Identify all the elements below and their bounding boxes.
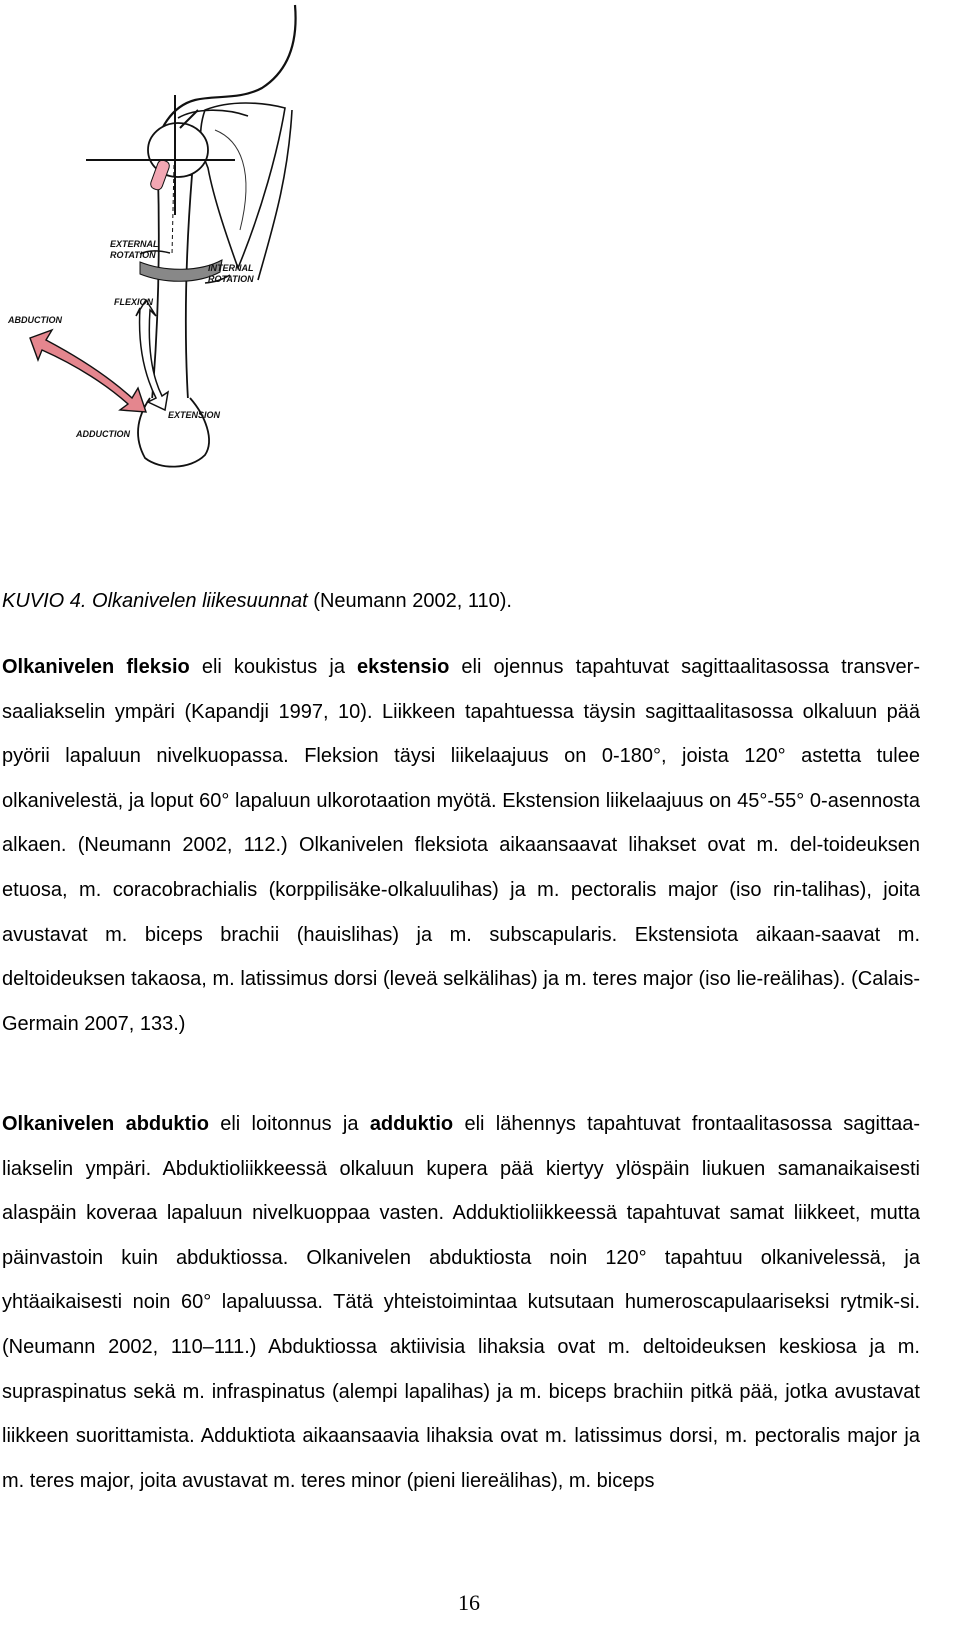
term-extension: ekstensio [357,656,450,678]
abduction-label: ABDUCTION [8,315,62,325]
shoulder-diagram [0,0,320,530]
abduction-adduction-arrow [30,330,146,412]
caption-source: (Neumann 2002, 110). [313,590,512,612]
flexion-label: FLEXION [114,297,154,307]
paragraph-abduction-adduction [2,1102,920,1503]
p1-text-b: eli ojennus tapahtuvat sagittaalitasossa transver-saaliakselin ympäri (Kapandji 1997, 10). Liikkeen tapahtuessa täysin sagittaalitasossa olkaluun pää pyörii lapaluun nivelkuopassa. Fleksion täysi liikelaajuus on 0-180°, joista 120° astetta tulee olkanivelestä, ja loput 60° lapaluun ulkorotaation myötä. Ekstension liikelaajuus on 45°-55° 0-asennosta alkaen. (Neumann 2002, 112.) Olkanivelen fleksiota aikaansaavat lihakset ovat m. del-toideuksen etuosa, m. coracobrachialis (korppilisäke-olkaluulihas) ja m. pectoralis major (iso rin-talihas), joita avustavat m. biceps brachii (hauislihas) ja m. subscapularis. Ekstensiota aikaan-saavat m. deltoideuksen takaosa, m. latissimus dorsi (leveä selkälihas) ja m. teres major (iso lie-reälihas). (Calais-Germain 2007, 133.) [2,656,921,1035]
paragraph-flexion-extension [2,645,920,1046]
p1-text-a: eli koukistus ja [189,656,358,678]
external-rotation-label-2: ROTATION [110,250,156,260]
scapula [201,103,285,268]
caption-label: KUVIO 4. [2,590,87,612]
term-adduction: adduktio [369,1113,454,1135]
external-rotation-label-1: EXTERNAL [110,239,159,249]
internal-rotation-label-1: INTERNAL [208,263,254,273]
extension-label: EXTENSION [168,410,221,420]
term-flexion-heading: Olkanivelen fleksio [2,656,190,678]
p2-text-a: eli loitonnus ja [208,1113,370,1135]
elbow [138,398,209,467]
caption-title: Olkanivelen liikesuunnat [92,590,308,612]
figure-caption [2,588,512,614]
p2-text-b: eli lähennys tapahtuvat frontaalitasossa sagittaa-liakselin ympäri. Abduktioliikkeessä olkaluun kupera pää kiertyy ylöspäin liukuen samanaikaisesti alaspäin koveraa lapaluun nivelkuoppaa vasten. Adduktioliikkeessä tapahtuvat samat liikkeet, mutta päinvastoin kuin abduktiossa. Olkanivelen abduktiosta noin 120° tapahtuu olkanivelessä, ja yhtäaikaisesti noin 60° lapaluussa. Tätä yhteistoimintaa kutsutaan humeroscapulaariseksi rytmik-si. (Neumann 2002, 110–111.) Abduktiossa aktiivisia lihaksia ovat m. deltoideuksen keskiosa ja m. supraspinatus sekä m. infraspinatus (alempi lapalihas) ja m. biceps brachiin pitkä pää, jotka avustavat liikkeen suorittamista. Adduktiota aikaansaavia lihaksia ovat m. latissimus dorsi, m. pectoralis major ja m. teres major, joita avustavat m. teres minor (pieni liereälihas), m. biceps [2,1113,920,1492]
page-number: 16 [458,1590,480,1615]
humerus [152,175,192,400]
term-abduction-heading: Olkanivelen abduktio [2,1113,209,1135]
internal-rotation-label-2: ROTATION [208,274,254,284]
shoulder-movement-figure [0,0,320,530]
adduction-label: ADDUCTION [76,429,130,439]
